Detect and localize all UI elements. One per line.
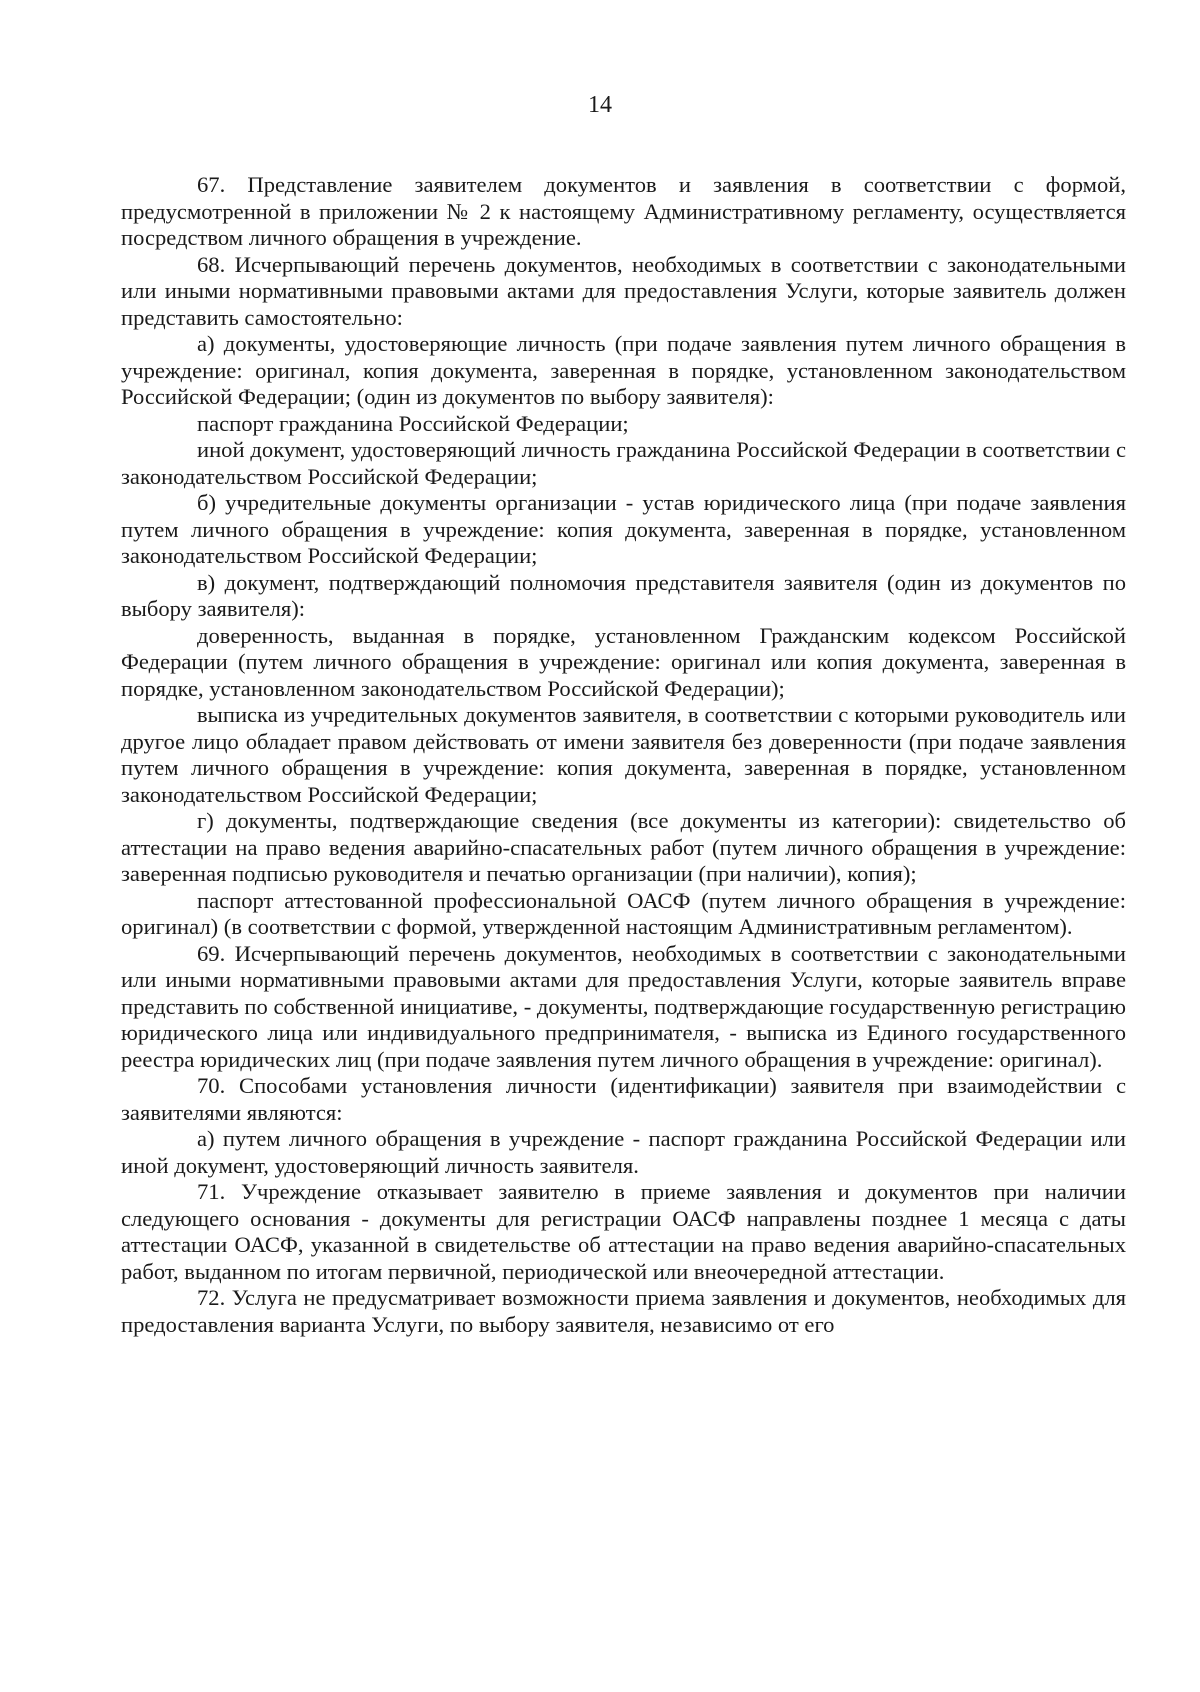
paragraph-68-v: в) документ, подтверждающий полномочия представителя заявителя (один из документов по выбору заявителя): xyxy=(121,569,1126,621)
paragraph-67: 67. Представление заявителем документов и заявления в соответствии с формой, предусмотренной в приложении № 2 к настоящему Административному регламенту, осуществляется посредством личного обращения в учреждение. xyxy=(121,172,1126,250)
document-body xyxy=(121,172,1126,1338)
paragraph-68-v-power-of-attorney: доверенность, выданная в порядке, установленном Гражданским кодексом Российской Федерации (путем личного обращения в учреждение: оригинал или копия документа, заверенная в порядке, установленном законодательством Российской Федерации); xyxy=(121,622,1126,701)
paragraph-70: 70. Способами установления личности (идентификации) заявителя при взаимодействии с заявителями являются: xyxy=(121,1073,1126,1125)
paragraph-68-a-passport: паспорт гражданина Российской Федерации; xyxy=(197,410,629,436)
paragraph-71: 71. Учреждение отказывает заявителю в приеме заявления и документов при наличии следующего основания - документы для регистрации ОАСФ направлены позднее 1 месяца с даты аттестации ОАСФ, указанной в свидетельстве об аттестации на право ведения аварийно-спасательных работ, выданном по итогам первичной, периодической или внеочередной аттестации. xyxy=(121,1179,1126,1284)
paragraph-68-g: г) документы, подтверждающие сведения (все документы из категории): свидетельство об аттестации на право ведения аварийно-спасательных работ (путем личного обращения в учреждение: заверенная подписью руководителя и печатью организации (при наличии), копия); xyxy=(121,808,1126,886)
paragraph-68-v-extract: выписка из учредительных документов заявителя, в соответствии с которыми руководитель или другое лицо обладает правом действовать от имени заявителя без доверенности (при подаче заявления путем личного обращения в учреждение: копия документа, заверенная в порядке, установленном законодательством Российской Федерации; xyxy=(121,702,1126,807)
paragraph-69: 69. Исчерпывающий перечень документов, необходимых в соответствии с законодательными или иными нормативными правовыми актами для предоставления Услуги, которые заявитель вправе представить по собственной инициативе, - документы, подтверждающие государственную регистрацию юридического лица или индивидуального предпринимателя, - выписка из Единого государственного реестра юридических лиц (при подаче заявления путем личного обращения в учреждение: оригинал). xyxy=(121,940,1126,1072)
paragraph-68-a: а) документы, удостоверяющие личность (при подаче заявления путем личного обращения в учреждение: оригинал, копия документа, заверенная в порядке, установленном законодательством Российской Федерации; (один из документов по выбору заявителя): xyxy=(121,331,1126,409)
paragraph-68-a-other-id: иной документ, удостоверяющий личность гражданина Российской Федерации в соответствии с законодательством Российской Федерации; xyxy=(121,437,1126,489)
paragraph-68-b: б) учредительные документы организации - устав юридического лица (при подаче заявления путем личного обращения в учреждение: копия документа, заверенная в порядке, установленном законодательством Российской Федерации; xyxy=(121,490,1126,568)
paragraph-68: 68. Исчерпывающий перечень документов, необходимых в соответствии с законодательными или иными нормативными правовыми актами для предоставления Услуги, которые заявитель должен представить самостоятельно: xyxy=(121,251,1126,330)
paragraph-72: 72. Услуга не предусматривает возможности приема заявления и документов, необходимых для предоставления варианта Услуги, по выбору заявителя, независимо от его xyxy=(121,1285,1126,1337)
page-number: 14 xyxy=(588,92,612,118)
paragraph-68-g-oasf-passport: паспорт аттестованной профессиональной ОАСФ (путем личного обращения в учреждение: оригинал) (в соответствии с формой, утвержденной настоящим Административным регламентом). xyxy=(121,887,1126,939)
paragraph-70-a: а) путем личного обращения в учреждение - паспорт гражданина Российской Федерации или иной документ, удостоверяющий личность заявителя. xyxy=(121,1126,1126,1178)
